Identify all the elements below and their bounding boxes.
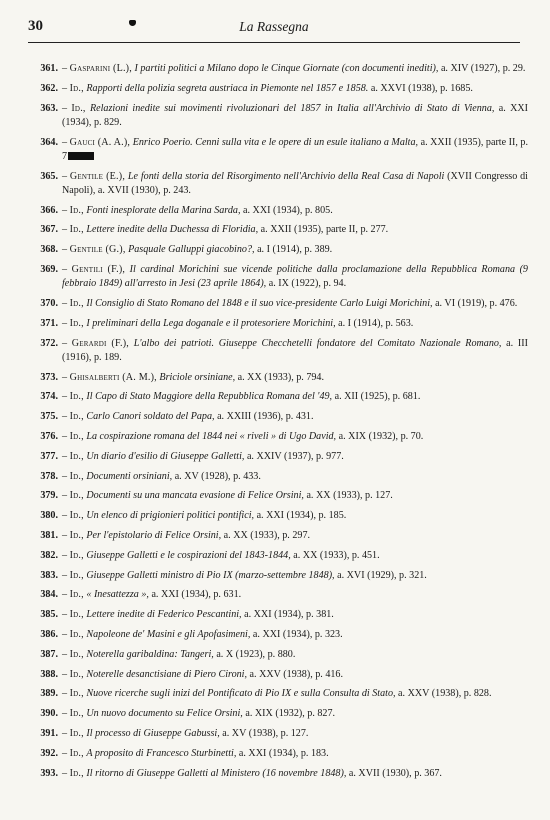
entry-citation: a. XXII (1935), parte II, p. 7 [62,136,528,162]
entry-number: 366. [40,204,58,216]
entry-citation: a. XV (1938), p. 127. [222,727,309,739]
entry-number: 364. [40,136,58,148]
list-item [24,450,528,464]
entry-text: – Id., Un diario d'esilio di Giuseppe Galletti, a. XXIV (1937), p. 977. [62,450,344,462]
entry-author: Id., [71,102,86,114]
entry-citation: a. XXI (1934), p. 805. [243,204,333,216]
entry-citation: a. XXI (1934), p. 185. [256,510,347,522]
entry-number: 390. [40,708,58,720]
entry-text: – Id., Il ritorno di Giuseppe Galletti al Ministero (16 novembre 1848), a. XVII (1930), p. 367. [62,767,442,779]
list-item [24,371,528,385]
list-item [24,297,528,311]
entry-author: Id., [69,317,84,329]
entry-title: Il Consiglio di Stato Romano del 1848 e il suo vice-presidente Carlo Luigi Morichini, [86,297,433,309]
entry-number: 369. [40,263,58,275]
entry-number: 391. [40,727,58,739]
entry-title: Un nuovo documento su Felice Orsini, [86,708,243,720]
entry-text: – Gasparini (L.), I partiti politici a Milano dopo le Cinque Giornate (con documenti inediti), a. XIV (1927), p. 29. [62,63,526,74]
list-item [24,102,528,130]
entry-text: – Id., Un elenco di prigionieri politici pontifici, a. XXI (1934), p. 185. [62,510,347,522]
entry-text: – Gerardi (F.), L'albo dei patrioti. Giuseppe Checchetelli fondatore del Comitato Nazionale Romano, a. III (1916), p. 189. [62,337,528,363]
entry-author: Id., [69,569,84,581]
entry-citation: a. XVI (1929), p. 321. [337,569,427,581]
entry-number: 361. [40,63,58,74]
list-item [24,170,528,198]
entry-author: Id., [69,391,84,403]
page-header [28,16,520,43]
entry-number: 387. [40,648,58,660]
entry-author: Id., [69,450,84,462]
entry-title: Il ritorno di Giuseppe Galletti al Ministero (16 novembre 1848), [86,767,347,779]
entry-number: 372. [40,337,58,349]
entry-author: Id., [69,510,84,522]
entry-number: 362. [40,82,58,94]
entry-citation: a. XXIII (1936), p. 431. [217,411,314,423]
entry-title: Lettere inedite della Duchessa di Floridia, [86,224,259,236]
entry-title: Un diario d'esilio di Giuseppe Galletti, [86,450,245,462]
entry-number: 385. [40,609,58,621]
entry-citation: a. VI (1919), p. 476. [435,297,518,309]
entry-text: – Id., Lettere inedite di Federico Pescantini, a. XXI (1934), p. 381. [62,609,334,621]
entry-author: Gauci (A. A.), [69,136,131,148]
list-item [24,628,528,642]
entry-citation: a. XX (1933), p. 127. [306,490,393,502]
entry-number: 370. [40,297,58,309]
entry-author: Ghisalberti (A. M.), [69,371,157,383]
entry-text: – Id., A proposito di Francesco Sturbinetti, a. XXI (1934), p. 183. [62,747,329,759]
entry-citation: a. XIX (1932), p. 70. [338,430,424,442]
entry-text: – Id., Rapporti della polizia segreta austriaca in Piemonte nel 1857 e 1858. a. XXVI (1938), p. 1685. [62,82,473,94]
entry-author: Id., [69,708,84,720]
redaction-mark [68,152,94,160]
entry-number: 393. [40,767,58,779]
list-item [24,668,528,682]
entry-text: – Id., Documenti orsiniani, a. XV (1928), p. 433. [62,470,261,482]
entry-title: I partiti politici a Milano dopo le Cinque Giornate (con documenti inediti), [134,63,439,74]
entry-author: Id., [69,589,84,601]
entry-title: Nuove ricerche sugli inizi del Pontificato di Pio IX e sulla Consulta di Stato, [86,688,396,700]
entry-title: La cospirazione romana del 1844 nei « riveli » di Ugo David, [86,430,337,442]
entry-text: – Id., La cospirazione romana del 1844 nei « riveli » di Ugo David, a. XIX (1932), p. 70. [62,430,424,442]
entry-author: Id., [69,470,84,482]
entry-text: – Id., Giuseppe Galletti ministro di Pio IX (marzo-settembre 1848), a. XVI (1929), p. 321. [62,569,427,581]
list-item [24,243,528,257]
entry-author: Gerardi (F.), [71,337,129,349]
entry-text: – Id., Il Consiglio di Stato Romano del 1848 e il suo vice-presidente Carlo Luigi Morichini, a. VI (1919), p. 476. [62,297,518,309]
entry-citation: a. XX (1933), p. 297. [223,529,311,541]
entry-citation: a. XXI (1934), p. 829. [62,102,529,128]
list-item [24,82,528,96]
entry-text: – Id., Giuseppe Galletti e le cospirazioni del 1843-1844, a. XX (1933), p. 451. [62,549,380,561]
entry-author: Gentili (F.), [71,263,126,275]
entry-text: – Id., Lettere inedite della Duchessa di Floridia, a. XXII (1935), parte II, p. 277. [62,224,389,236]
entry-author: Id., [69,411,84,423]
entry-author: Id., [69,747,84,759]
bibliography-list [24,62,528,786]
entry-text: – Id., Noterella garibaldina: Tangeri, a. X (1923), p. 880. [62,648,296,660]
entry-title: Il cardinal Morichini sue vicende politiche dalla proclamazione della Repubblica Romana (9 febbraio 1849) all'arresto in Jesi (23 aprile 1864), [62,263,528,290]
list-item [24,509,528,523]
entry-title: Briciole orsiniane, [159,371,236,383]
entry-author: Gentile (E.), [69,170,126,182]
entry-author: Gentile (G.), [69,244,126,256]
entry-number: 374. [40,391,58,403]
entry-author: Id., [69,529,84,541]
entry-number: 375. [40,411,58,423]
list-item [24,263,528,291]
entry-author: Id., [69,490,84,502]
entry-text: – Id., Il processo di Giuseppe Gabussi, a. XV (1938), p. 127. [62,727,309,739]
list-item [24,529,528,543]
entry-number: 379. [40,490,58,502]
entry-number: 368. [40,244,58,256]
entry-citation: a. XXVI (1938), p. 1685. [370,82,473,94]
entry-number: 384. [40,589,58,601]
entry-citation: a. XV (1928), p. 433. [174,470,261,482]
entry-text: – Id., Documenti su una mancata evasione di Felice Orsini, a. XX (1933), p. 127. [62,490,393,502]
entry-author: Id., [69,204,84,216]
entry-text: – Gentile (E.), Le fonti della storia del Risorgimento nell'Archivio della Real Casa di Napoli (XVII Congresso di Napoli), a. XVII (1930), p. 243. [62,170,528,196]
entry-title: Il Capo di Stato Maggiore della Repubblica Romana del '49, [86,391,333,403]
entry-title: « Inesattezza », [86,589,149,601]
entry-text: – Gauci (A. A.), Enrico Poerio. Cenni sulla vita e le opere di un esule italiano a Malta, a. XXII (1935), parte II, p. 7 [62,136,528,162]
entry-title: A proposito di Francesco Sturbinetti, [86,747,237,759]
list-item [24,707,528,721]
entry-title: Documenti orsiniani, [86,470,173,482]
list-item [24,62,528,76]
entry-citation: (XVII Congresso di Napoli), a. XVII (1930), p. 243. [62,170,528,196]
entry-citation: a. IX (1922), p. 94. [268,278,347,290]
entry-number: 392. [40,747,58,759]
entry-citation: a. XXII (1935), parte II, p. 277. [260,224,389,236]
entry-citation: a. XXI (1934), p. 183. [238,747,329,759]
entry-citation: a. I (1914), p. 563. [338,317,414,329]
entry-number: 377. [40,450,58,462]
entry-number: 383. [40,569,58,581]
journal-title: La Rassegna [239,19,309,34]
entry-number: 381. [40,529,58,541]
entry-title: Rapporti della polizia segreta austriaca in Piemonte nel 1857 e 1858. [86,82,369,94]
list-item [24,687,528,701]
entry-citation: a. XXI (1934), p. 631. [151,589,242,601]
entry-number: 367. [40,224,58,236]
entry-number: 363. [40,102,58,114]
list-item [24,317,528,331]
entry-title: Documenti su una mancata evasione di Felice Orsini, [86,490,304,502]
entry-citation: a. III (1916), p. 189. [62,337,528,363]
list-item [24,569,528,583]
entry-number: 365. [40,170,58,182]
entry-author: Id., [69,727,84,739]
entry-title: Il processo di Giuseppe Gabussi, [86,727,220,739]
entry-title: L'albo dei patrioti. Giuseppe Checchetelli fondatore del Comitato Nazionale Romano, [133,337,502,349]
list-item [24,410,528,424]
list-item [24,588,528,602]
entry-title: Un elenco di prigionieri politici pontifici, [86,510,255,522]
entry-number: 378. [40,470,58,482]
entry-citation: a. XII (1925), p. 681. [334,391,421,403]
list-item [24,767,528,781]
entry-citation: a. XIV (1927), p. 29. [440,63,526,74]
list-item [24,648,528,662]
entry-citation: a. XVII (1930), p. 367. [348,767,442,779]
list-item [24,223,528,237]
entry-citation: a. XXI (1934), p. 323. [252,628,343,640]
list-item [24,337,528,365]
entry-author: Gasparini (L.), [69,63,132,74]
entry-text: – Id., Fonti inesplorate della Marina Sarda, a. XXI (1934), p. 805. [62,204,333,216]
entry-title: Giuseppe Galletti ministro di Pio IX (marzo-settembre 1848), [86,569,335,581]
entry-title: Napoleone de' Masini e gli Apofasimeni, [86,628,251,640]
entry-title: Enrico Poerio. Cenni sulla vita e le opere di un esule italiano a Malta, [132,136,419,148]
entry-title: Noterelle desanctisiane di Piero Cironi, [86,668,248,680]
entry-author: Id., [69,224,84,236]
entry-author: Id., [69,549,84,561]
entry-text: – Gentili (F.), Il cardinal Morichini sue vicende politiche dalla proclamazione della Repubblica Romana (9 febbraio 1849) all'arresto in Jesi (23 aprile 1864), a. IX (1922), p. 94. [62,263,528,290]
entry-text: – Id., Napoleone de' Masini e gli Apofasimeni, a. XXI (1934), p. 323. [62,628,343,640]
entry-text: – Id., Relazioni inedite sui movimenti rivoluzionari del 1857 in Italia all'Archivio di Stato di Vienna, a. XXI (1934), p. 829. [62,102,529,128]
entry-citation: a. XIX (1932), p. 827. [245,708,336,720]
entry-author: Id., [69,668,84,680]
entry-number: 389. [40,688,58,700]
entry-number: 382. [40,549,58,561]
entry-title: Noterella garibaldina: Tangeri, [86,648,214,660]
entry-author: Id., [69,430,84,442]
entry-title: Giuseppe Galletti e le cospirazioni del 1843-1844, [86,549,291,561]
entry-author: Id., [69,297,84,309]
entry-citation: a. XXIV (1937), p. 977. [246,450,344,462]
entry-number: 388. [40,668,58,680]
list-item [24,390,528,404]
entry-citation: a. X (1923), p. 880. [216,648,296,660]
entry-text: – Ghisalberti (A. M.), Briciole orsiniane, a. XX (1933), p. 794. [62,371,325,383]
list-item [24,608,528,622]
entry-text: – Id., Carlo Canori soldato del Papa, a. XXIII (1936), p. 431. [62,411,314,423]
list-item [24,204,528,218]
entry-number: 380. [40,510,58,522]
entry-author: Id., [69,648,84,660]
entry-number: 376. [40,430,58,442]
entry-text: – Id., « Inesattezza », a. XXI (1934), p. 631. [62,589,242,601]
entry-text: – Id., I preliminari della Lega doganale e il protesoriere Morichini, a. I (1914), p. 563. [62,317,414,329]
entry-title: Pasquale Galluppi giacobino?, [128,244,255,256]
entry-number: 373. [40,371,58,383]
entry-citation: a. XX (1933), p. 451. [293,549,380,561]
entry-author: Id., [69,609,84,621]
entry-text: – Gentile (G.), Pasquale Galluppi giacobino?, a. I (1914), p. 389. [62,244,333,256]
entry-citation: a. XXV (1938), p. 416. [249,668,343,680]
entry-title: Lettere inedite di Federico Pescantini, [86,609,242,621]
entry-text: – Id., Nuove ricerche sugli inizi del Pontificato di Pio IX e sulla Consulta di Stato, a. XXV (1938), p. 828. [62,688,492,700]
list-item [24,470,528,484]
entry-citation: a. XXI (1934), p. 381. [244,609,334,621]
entry-author: Id., [69,688,84,700]
entry-author: Id., [69,82,84,94]
list-item [24,136,528,164]
entry-title: Carlo Canori soldato del Papa, [86,411,215,423]
entry-citation: a. XX (1933), p. 794. [237,371,325,383]
entry-text: – Id., Un nuovo documento su Felice Orsini, a. XIX (1932), p. 827. [62,708,336,720]
entry-text: – Id., Il Capo di Stato Maggiore della Repubblica Romana del '49, a. XII (1925), p. 681. [62,391,421,403]
entry-citation: a. I (1914), p. 389. [257,244,333,256]
page-number: 30 [28,18,43,34]
entry-citation: a. XXV (1938), p. 828. [398,688,492,700]
list-item [24,747,528,761]
list-item [24,430,528,444]
list-item [24,549,528,563]
entry-author: Id., [69,628,84,640]
entry-title: Fonti inesplorate della Marina Sarda, [86,204,241,216]
entry-number: 371. [40,317,58,329]
entry-title: I preliminari della Lega doganale e il protesoriere Morichini, [86,317,336,329]
list-item [24,727,528,741]
entry-title: Relazioni inedite sui movimenti rivoluzionari del 1857 in Italia all'Archivio di Stato di Vienna, [89,102,495,114]
entry-number: 386. [40,628,58,640]
entry-author: Id., [69,767,84,779]
entry-text: – Id., Per l'epistolario di Felice Orsini, a. XX (1933), p. 297. [62,529,311,541]
list-item [24,489,528,503]
entry-title: Le fonti della storia del Risorgimento nell'Archivio della Real Casa di Napoli [127,170,445,182]
entry-text: – Id., Noterelle desanctisiane di Piero Cironi, a. XXV (1938), p. 416. [62,668,343,680]
entry-title: Per l'epistolario di Felice Orsini, [86,529,222,541]
